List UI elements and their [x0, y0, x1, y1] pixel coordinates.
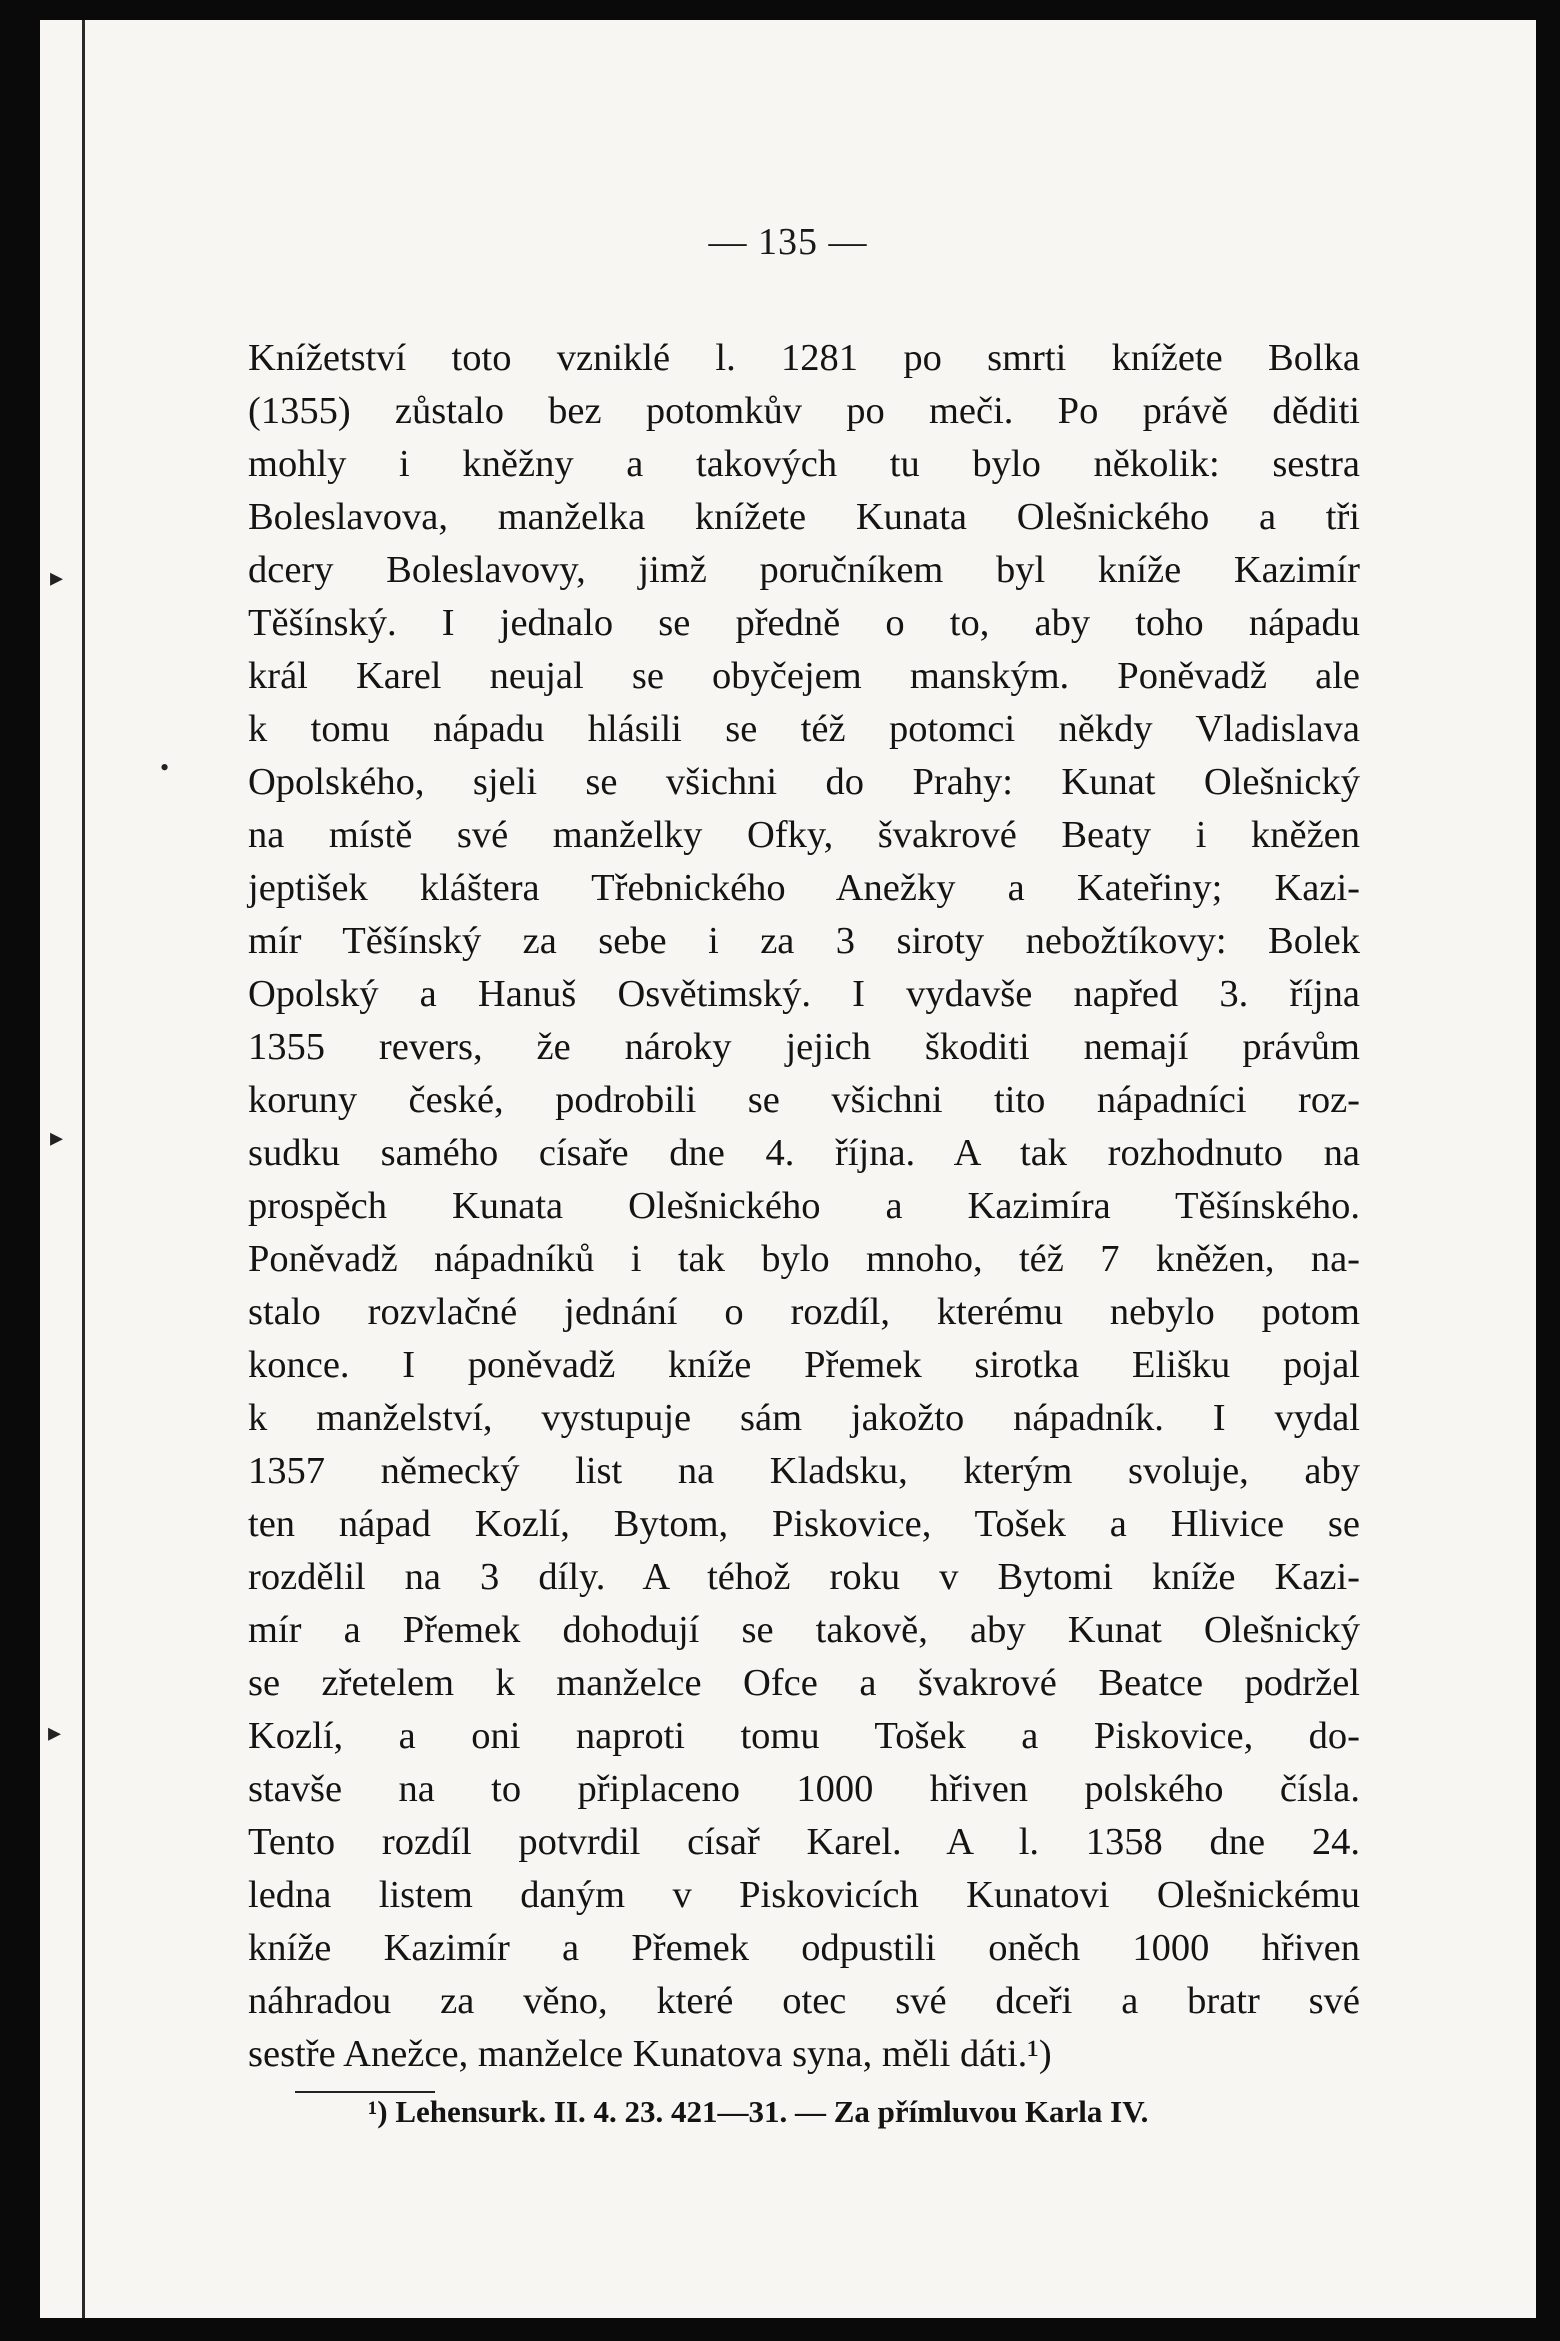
footnote: ¹) Lehensurk. II. 4. 23. 421—31. — Za přímluvou Karla IV. — [368, 2094, 1149, 2129]
text-line: prospěch Kunata Olešnického a Kazimíra Těšínského. — [248, 1185, 1360, 1227]
text-line: Tento rozdíl potvrdil císař Karel. A l. 1358 dne 24. — [248, 1821, 1360, 1863]
text-line: koruny české, podrobili se všichni tito nápadníci roz- — [248, 1079, 1360, 1121]
text-line: mohly i kněžny a takových tu bylo několik: sestra — [248, 443, 1360, 485]
text-line: ten nápad Kozlí, Bytom, Piskovice, Tošek a Hlivice se — [248, 1503, 1360, 1545]
book-page — [40, 20, 1536, 2318]
text-line: Kozlí, a oni naproti tomu Tošek a Piskovice, do- — [248, 1715, 1360, 1757]
margin-mark: ▸ — [48, 1718, 62, 1747]
text-line: dcery Boleslavovy, jimž poručníkem byl kníže Kazimír — [248, 549, 1360, 591]
text-line: (1355) zůstalo bez potomkův po meči. Po právě děditi — [248, 390, 1360, 432]
text-line: rozdělil na 3 díly. A téhož roku v Bytomi kníže Kazi- — [248, 1556, 1360, 1598]
text-line: stavše na to připlaceno 1000 hřiven polského čísla. — [248, 1768, 1360, 1810]
text-line: král Karel neujal se obyčejem manským. Poněvadž ale — [248, 655, 1360, 697]
text-line: stalo rozvlačné jednání o rozdíl, kterému nebylo potom — [248, 1291, 1360, 1333]
text-line: mír Těšínský za sebe i za 3 siroty nebožtíkovy: Bolek — [248, 920, 1360, 962]
text-line: jeptišek kláštera Třebnického Anežky a Kateřiny; Kazi- — [248, 867, 1360, 909]
text-line: náhradou za věno, které otec své dceři a bratr své — [248, 1980, 1360, 2022]
text-line: na místě své manželky Ofky, švakrové Beaty i kněžen — [248, 814, 1360, 856]
text-line: se zřetelem k manželce Ofce a švakrové Beatce podržel — [248, 1662, 1360, 1704]
binding-edge — [82, 20, 85, 2318]
text-line: konce. I poněvadž kníže Přemek sirotka Elišku pojal — [248, 1344, 1360, 1386]
margin-mark: • — [160, 753, 170, 782]
text-line: Poněvadž nápadníků i tak bylo mnoho, též 7 kněžen, na- — [248, 1238, 1360, 1280]
text-line: k tomu nápadu hlásili se též potomci někdy Vladislava — [248, 708, 1360, 750]
text-line: sestře Anežce, manželce Kunatova syna, měli dáti.¹) — [248, 2033, 1052, 2075]
text-line: Opolského, sjeli se všichni do Prahy: Kunat Olešnický — [248, 761, 1360, 803]
margin-mark: ▸ — [50, 1123, 64, 1152]
text-line: sudku samého císaře dne 4. října. A tak rozhodnuto na — [248, 1132, 1360, 1174]
text-line: Boleslavova, manželka knížete Kunata Olešnického a tři — [248, 496, 1360, 538]
text-line: 1355 revers, že nároky jejich škoditi nemají právům — [248, 1026, 1360, 1068]
body-text — [248, 332, 1360, 2081]
text-line: k manželství, vystupuje sám jakožto nápadník. I vydal — [248, 1397, 1360, 1439]
text-line: ledna listem daným v Piskovicích Kunatovi Olešnickému — [248, 1874, 1360, 1916]
text-line: Knížetství toto vzniklé l. 1281 po smrti knížete Bolka — [248, 337, 1360, 379]
page-number-header: — 135 — — [708, 221, 868, 263]
text-line: Těšínský. I jednalo se předně o to, aby toho nápadu — [248, 602, 1360, 644]
text-line: Opolský a Hanuš Osvětimský. I vydavše napřed 3. října — [248, 973, 1360, 1015]
text-line: kníže Kazimír a Přemek odpustili oněch 1000 hřiven — [248, 1927, 1360, 1969]
text-line: mír a Přemek dohodují se takově, aby Kunat Olešnický — [248, 1609, 1360, 1651]
text-line: 1357 německý list na Kladsku, kterým svoluje, aby — [248, 1450, 1360, 1492]
margin-mark: ▸ — [50, 563, 64, 592]
